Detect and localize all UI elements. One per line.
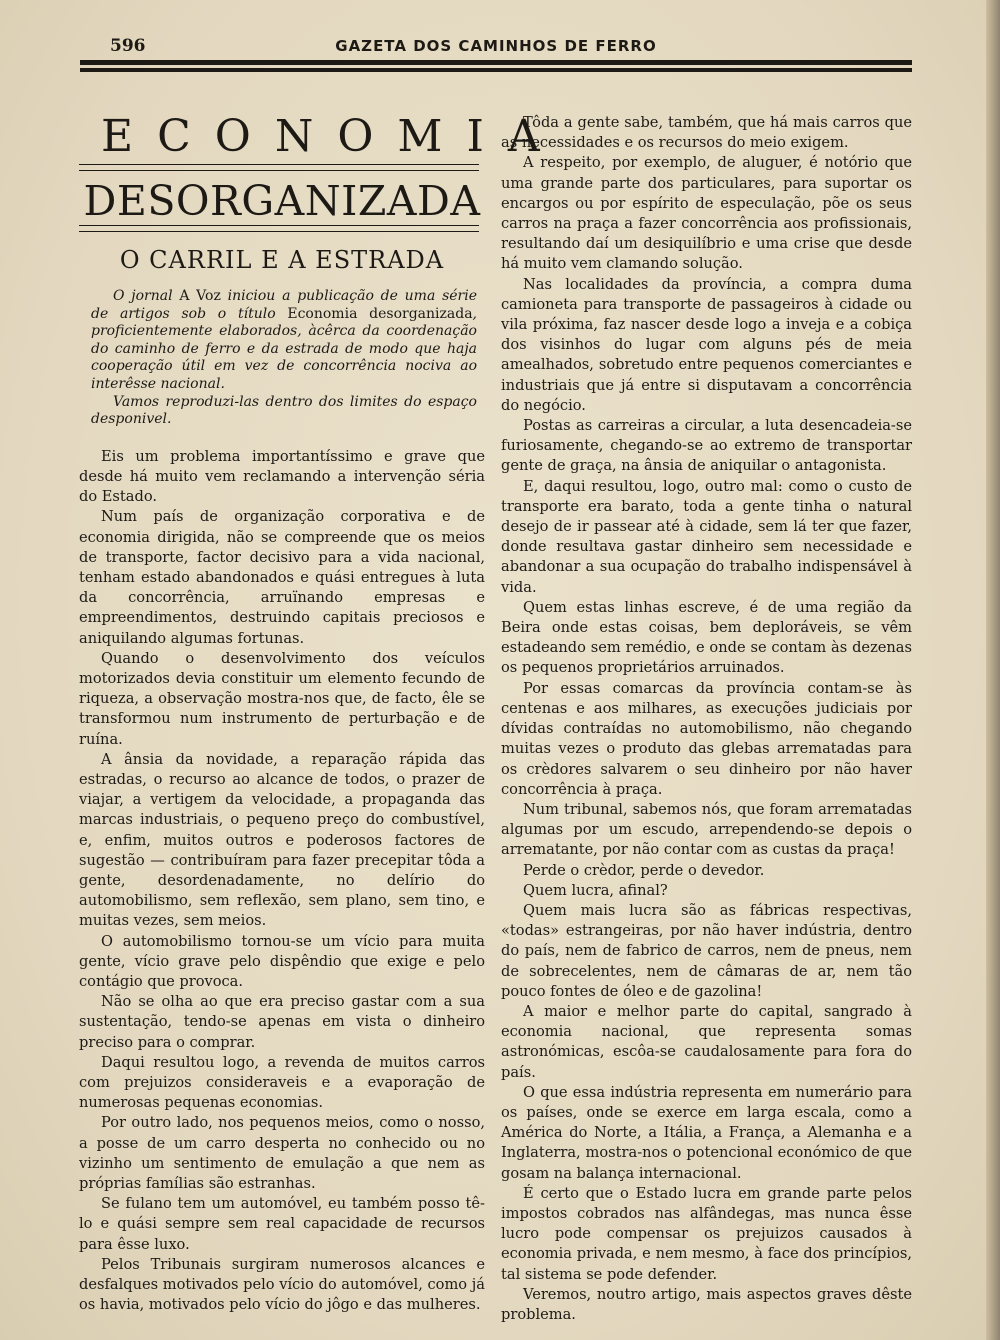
- page-header: [80, 36, 912, 58]
- body-paragraph: Perde o crèdor, perde o devedor.: [523, 861, 765, 879]
- body-paragraph: Tôda a gente sabe, também, que há mais carros que as necessidades e os recursos do meio exigem.: [501, 114, 912, 152]
- body-paragraph: Quem lucra, afinal?: [523, 881, 668, 899]
- body-paragraph: Quem mais lucra são as fábricas respectivas, «todas» estrangeiras, por não haver indústria, dentro do país, nem de fabrico de carros, nem de pneus, nem de sobrecelentes, nem de câmaras de ar, nem tão pouco fontes de óleo e de gazolina!: [501, 901, 912, 1000]
- page-edge-shadow: [986, 0, 1000, 1340]
- body-paragraph: O automobilismo tornou-se um vício para muita gente, vício grave pelo dispêndio que exige e pelo contágio que provoca.: [79, 932, 485, 991]
- series-title: Economia desorganizada: [287, 305, 473, 322]
- body-paragraph: Por essas comarcas da província contam-se às centenas e aos milhares, as execuções judiciais por dívidas contraídas no automobilismo, não chegando muitas vezes o produto das glebas arrematadas para os crèdores salvarem o seu dinheiro por não haver concorrência à praça.: [501, 679, 912, 798]
- title-rule: [79, 225, 479, 232]
- body-paragraph: Se fulano tem um automóvel, eu também posso tê-lo e quási sempre sem real capacidade de recursos para êsse luxo.: [79, 1195, 485, 1253]
- article-title-line-2: DESORGANIZADA: [83, 177, 481, 225]
- intro-text: , proficientemente elaborados, àcêrca da coordenação do caminho de ferro e da estrada de modo que haja cooperação útil em vez de concorrência nociva ao interêsse nacional.: [91, 305, 477, 392]
- page-number: 596: [110, 36, 146, 56]
- body-paragraph: Num tribunal, sabemos nós, que foram arrematadas algumas por um escudo, arrependendo-se depois o arrematante, por não contar com as custas da praça!: [501, 800, 912, 859]
- body-paragraph: Daqui resultou logo, a revenda de muitos carros com prejuizos consideraveis e a evaporação de numerosas pequenas economias.: [79, 1053, 485, 1112]
- intro-text: O jornal: [113, 288, 180, 304]
- body-paragraph: É certo que o Estado lucra em grande parte pelos impostos cobrados nas alfândegas, mas nunca êsse lucro pode compensar os prejuizos causados à economia privada, e nem mesmo, à face dos princípios, tal sistema se pode defender.: [501, 1184, 912, 1283]
- body-paragraph: O que essa indústria representa em numerário para os países, onde se exerce em larga escala, como a América do Norte, a Itália, a França, a Alemanha e a Inglaterra, mostra-nos o potencional económico de que gosam na balança internacional.: [501, 1083, 912, 1182]
- body-paragraph: A ânsia da novidade, a reparação rápida das estradas, o recurso ao alcance de todos, o prazer de viajar, a vertigem da velocidade, a propaganda das marcas industriais, o pequeno preço do combustível, e, enfim, muitos outros e poderosos factores de sugestão — contribuíram para fazer precepitar tôda a gente, desordenadamente, no delírio do automobilismo, sem reflexão, sem plano, sem tino, e muitas vezes, sem meios.: [79, 750, 485, 930]
- body-paragraph: Quando o desenvolvimento dos veículos motorizados devia constituir um elemento fecundo de riqueza, a observação mostra-nos que, de facto, êle se transformou num instrumento de perturbação e de ruína.: [79, 649, 485, 748]
- body-paragraph: Por outro lado, nos pequenos meios, como o nosso, a posse de um carro desperta no conhecido ou no vizinho um sentimento de emulação a que nem as próprias famílias são estranhas.: [79, 1114, 485, 1193]
- body-paragraph: Nas localidades da província, a compra duma camioneta para transporte de passageiros à cidade ou vila próxima, faz nascer desde logo a inveja e a cobiça dos visinhos do lugar com alguns pés de meia amealhados, sobretudo entre pequenos comerciantes e industriais que já entre si disputavam a concorrência do negócio.: [501, 275, 912, 414]
- body-paragraph: Num país de organização corporativa e de economia dirigida, não se compreende que os meios de transporte, factor decisivo para a vida nacional, tenham estado abandonados e quási entregues à luta da concorrência, arruïnando empresas e empreendimentos, destruindo capitais preciosos e aniquilando algumas fortunas.: [79, 508, 485, 647]
- body-paragraph: A respeito, por exemplo, de aluguer, é notório que uma grande parte dos particulares, para suportar os encargos ou por espírito de especulação, põe os seus carros na praça a fazer concorrência aos profissionais, resultando daí um desiquilíbrio e uma crise que desde há muito vem clamando solução.: [501, 154, 912, 273]
- title-rule: [79, 164, 479, 171]
- body-paragraph: Postas as carreiras a circular, a luta desencadeia-se furiosamente, chegando-se ao extremo de transportar gente de graça, na ânsia de aniquilar o antagonista.: [501, 417, 912, 475]
- intro-paragraph: [91, 288, 477, 394]
- article-subtitle: O CARRIL E A ESTRADA: [119, 246, 445, 274]
- body-paragraph: Não se olha ao que era preciso gastar com a sua sustentação, tendo-se apenas em vista o dinheiro preciso para o comprar.: [79, 993, 485, 1051]
- body-paragraph: Eis um problema importantíssimo e grave que desde há muito vem reclamando a intervenção séria do Estado.: [79, 447, 485, 506]
- intro-text: iniciou a publicação de uma série de artigos sob o título: [91, 288, 477, 322]
- body-paragraph: Pelos Tribunais surgiram numerosos alcances e desfalques motivados pelo vício do automóvel, como já os havia, motivados pelo vício do jôgo e das mulheres.: [79, 1255, 485, 1314]
- left-column: [79, 110, 564, 1315]
- newspaper-name: A Voz: [179, 288, 221, 304]
- header-rule: [80, 60, 912, 72]
- journal-title: GAZETA DOS CAMINHOS DE FERRO: [335, 37, 657, 55]
- right-column: [501, 110, 912, 1325]
- intro-paragraph: Vamos reproduzi-las dentro dos limites do espaço desponivel.: [91, 393, 477, 428]
- editor-intro: [91, 288, 477, 429]
- body-paragraph: Quem estas linhas escreve, é de uma região da Beira onde estas coisas, bem deploráveis, se vêm estadeando sem remédio, e onde se contam às dezenas os pequenos proprietários arruinados.: [501, 598, 912, 677]
- article-title-line-1: ECONOMIA: [101, 111, 564, 162]
- body-paragraph: E, daqui resultou, logo, outro mal: como o custo de transporte era barato, toda a gente tinha o natural desejo de ir passear até à cidade, sem lá ter que fazer, donde resultava gastar dinheiro sem necessidade e abandonar a sua ocupação do trabalho indispensável à vida.: [501, 477, 912, 596]
- body-paragraph: A maior e melhor parte do capital, sangrado à economia nacional, que representa somas astronómicas, escôa-se caudalosamente para fora do país.: [501, 1002, 912, 1081]
- body-paragraph: Veremos, noutro artigo, mais aspectos graves dêste problema.: [501, 1285, 912, 1323]
